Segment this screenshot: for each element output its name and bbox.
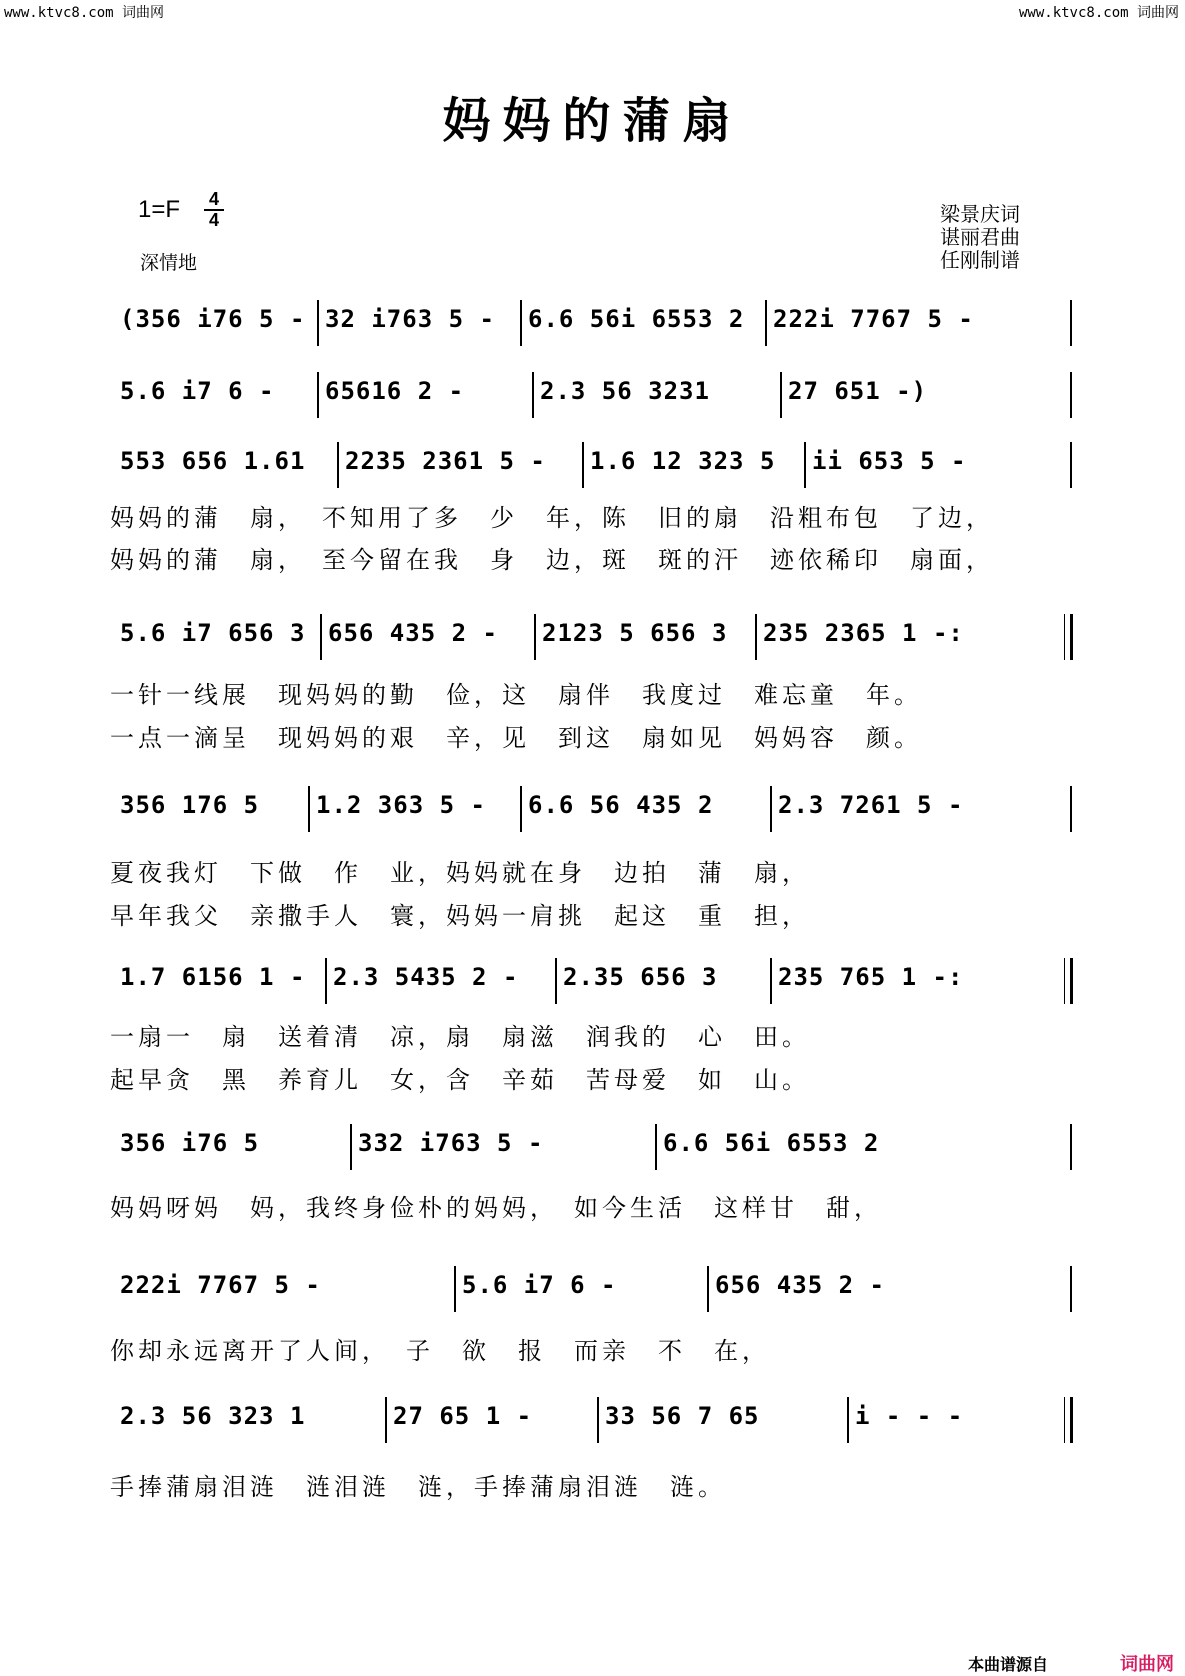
measure-notes: 2.3 5435 2 - bbox=[333, 963, 519, 991]
lyric-line: 一扇一 扇 送着清 凉，扇 扇滋 润我的 心 田。 bbox=[110, 1023, 810, 1051]
final-barline bbox=[1070, 1397, 1073, 1443]
measure bbox=[350, 1124, 655, 1170]
measure-notes: 1.7 6156 1 - bbox=[120, 963, 306, 991]
measure-notes: 656 435 2 - bbox=[715, 1271, 885, 1299]
measure bbox=[385, 1397, 597, 1443]
measure-notes: 27 651 -) bbox=[788, 377, 928, 405]
measure-notes: 6.6 56i 6553 2 bbox=[663, 1129, 880, 1157]
lyric-line: 夏夜我灯 下做 作 业，妈妈就在身 边拍 蒲 扇， bbox=[110, 859, 810, 887]
measure-notes: 5.6 i7 656 3 bbox=[120, 619, 306, 647]
lyric-line: 一针一线展 现妈妈的勤 俭，这 扇伴 我度过 难忘童 年。 bbox=[110, 681, 922, 709]
barline bbox=[582, 442, 584, 488]
measure bbox=[112, 300, 317, 346]
measure bbox=[770, 786, 1070, 832]
measure-notes: i - - - bbox=[855, 1402, 964, 1430]
measure bbox=[755, 614, 1070, 660]
measure bbox=[532, 372, 780, 418]
measure-notes: 332 i763 5 - bbox=[358, 1129, 544, 1157]
repeat-barline bbox=[1070, 614, 1073, 660]
barline bbox=[1064, 614, 1065, 660]
measure bbox=[112, 1266, 454, 1312]
measure-notes: (356 i76 5 - bbox=[120, 305, 306, 333]
barline bbox=[520, 786, 522, 832]
measure-notes: 6.6 56 435 2 bbox=[528, 791, 714, 819]
measure-notes: 32 i763 5 - bbox=[325, 305, 495, 333]
measure-notes: 2.3 56 323 1 bbox=[120, 1402, 306, 1430]
barline bbox=[337, 442, 339, 488]
measure bbox=[112, 958, 325, 1004]
barline bbox=[655, 1124, 657, 1170]
barline bbox=[780, 372, 782, 418]
measure bbox=[308, 786, 520, 832]
measure bbox=[770, 958, 1070, 1004]
barline bbox=[847, 1397, 849, 1443]
barline bbox=[385, 1397, 387, 1443]
measure-notes: 235 2365 1 -: bbox=[763, 619, 964, 647]
measure bbox=[520, 300, 765, 346]
notation-system bbox=[112, 1266, 1072, 1312]
watermark-right: www.ktvc8.com 词曲网 bbox=[1018, 5, 1179, 21]
barline bbox=[308, 786, 310, 832]
lyric-line: 妈妈的蒲 扇， 不知用了多 少 年，陈 旧的扇 沿粗布包 了边， bbox=[110, 504, 994, 532]
meter-bottom: 4 bbox=[204, 209, 224, 230]
source-note: 本曲谱源自 bbox=[968, 1655, 1049, 1674]
measure bbox=[112, 614, 320, 660]
barline bbox=[520, 300, 522, 346]
measure bbox=[325, 958, 555, 1004]
page-title: 妈妈的蒲扇 bbox=[442, 93, 743, 149]
site-logo: 词曲网 bbox=[1120, 1654, 1174, 1675]
notation-system bbox=[112, 442, 1072, 488]
measure bbox=[780, 372, 1070, 418]
barline bbox=[770, 786, 772, 832]
measure bbox=[320, 614, 534, 660]
barline bbox=[317, 300, 319, 346]
repeat-barline bbox=[1070, 958, 1073, 1004]
barline bbox=[532, 372, 534, 418]
measure bbox=[112, 1124, 350, 1170]
measure-notes: 1.6 12 323 5 bbox=[590, 447, 776, 475]
key-signature: 1=F bbox=[138, 196, 181, 223]
measure bbox=[112, 1397, 385, 1443]
credit-composer: 谌丽君曲 bbox=[940, 225, 1020, 249]
measure-notes: 222i 7767 5 - bbox=[120, 1271, 321, 1299]
measure-notes: 2123 5 656 3 bbox=[542, 619, 728, 647]
measure bbox=[582, 442, 804, 488]
measure-notes: 6.6 56i 6553 2 bbox=[528, 305, 745, 333]
barline bbox=[317, 372, 319, 418]
barline bbox=[597, 1397, 599, 1443]
measure bbox=[847, 1397, 1070, 1443]
measure bbox=[112, 786, 308, 832]
measure bbox=[707, 1266, 1070, 1312]
measure bbox=[804, 442, 1070, 488]
barline bbox=[555, 958, 557, 1004]
measure bbox=[555, 958, 770, 1004]
notation-system bbox=[112, 958, 1072, 1004]
lyric-line: 你却永远离开了人间， 子 欲 报 而亲 不 在， bbox=[110, 1337, 770, 1365]
barline bbox=[804, 442, 806, 488]
measure bbox=[337, 442, 582, 488]
watermark-left: www.ktvc8.com 词曲网 bbox=[4, 5, 165, 21]
notation-system bbox=[112, 614, 1072, 660]
barline bbox=[1070, 372, 1072, 418]
measure bbox=[655, 1124, 1070, 1170]
barline bbox=[534, 614, 536, 660]
measure-notes: 222i 7767 5 - bbox=[773, 305, 974, 333]
measure bbox=[112, 372, 317, 418]
measure-notes: 356 i76 5 bbox=[120, 1129, 260, 1157]
measure bbox=[765, 300, 1070, 346]
barline bbox=[1070, 1124, 1072, 1170]
measure-notes: 553 656 1.61 bbox=[120, 447, 306, 475]
barline bbox=[325, 958, 327, 1004]
measure bbox=[317, 300, 520, 346]
measure-notes: 2.3 56 3231 bbox=[540, 377, 710, 405]
tempo-marking: 深情地 bbox=[140, 252, 198, 274]
notation-system bbox=[112, 786, 1072, 832]
measure-notes: 656 435 2 - bbox=[328, 619, 498, 647]
measure-notes: 5.6 i7 6 - bbox=[462, 1271, 617, 1299]
measure-notes: 27 65 1 - bbox=[393, 1402, 533, 1430]
barline bbox=[1070, 1266, 1072, 1312]
notation-system bbox=[112, 1397, 1072, 1443]
measure bbox=[534, 614, 755, 660]
barline bbox=[770, 958, 772, 1004]
measure-notes: 1.2 363 5 - bbox=[316, 791, 486, 819]
lyric-line: 早年我父 亲撒手人 寰，妈妈一肩挑 起这 重 担， bbox=[110, 902, 810, 930]
measure-notes: 356 176 5 bbox=[120, 791, 260, 819]
measure bbox=[597, 1397, 847, 1443]
measure bbox=[454, 1266, 707, 1312]
measure-notes: 2.3 7261 5 - bbox=[778, 791, 964, 819]
barline bbox=[1064, 1397, 1065, 1443]
measure-notes: 65616 2 - bbox=[325, 377, 465, 405]
barline bbox=[707, 1266, 709, 1312]
measure bbox=[520, 786, 770, 832]
barline bbox=[1070, 442, 1072, 488]
lyric-line: 妈妈呀妈 妈，我终身俭朴的妈妈， 如今生活 这样甘 甜， bbox=[110, 1194, 882, 1222]
credit-arranger: 任刚制谱 bbox=[940, 248, 1020, 272]
credit-lyricist: 梁景庆词 bbox=[940, 202, 1020, 226]
barline bbox=[1070, 786, 1072, 832]
notation-system bbox=[112, 300, 1072, 346]
barline bbox=[765, 300, 767, 346]
lyric-line: 起早贪 黑 养育儿 女，含 辛茹 苦母爱 如 山。 bbox=[110, 1066, 810, 1094]
notation-system bbox=[112, 1124, 1072, 1170]
barline bbox=[1064, 958, 1065, 1004]
lyric-line: 妈妈的蒲 扇， 至今留在我 身 边，斑 斑的汗 迹依稀印 扇面， bbox=[110, 546, 994, 574]
barline bbox=[755, 614, 757, 660]
measure-notes: 2.35 656 3 bbox=[563, 963, 718, 991]
lyric-line: 手捧蒲扇泪涟 涟泪涟 涟，手捧蒲扇泪涟 涟。 bbox=[110, 1473, 726, 1501]
measure bbox=[112, 442, 337, 488]
barline bbox=[454, 1266, 456, 1312]
lyric-line: 一点一滴呈 现妈妈的艰 辛，见 到这 扇如见 妈妈容 颜。 bbox=[110, 724, 922, 752]
meter-top: 4 bbox=[208, 189, 219, 209]
barline bbox=[1070, 300, 1072, 346]
measure-notes: 5.6 i7 6 - bbox=[120, 377, 275, 405]
measure bbox=[317, 372, 532, 418]
measure-notes: 2235 2361 5 - bbox=[345, 447, 546, 475]
measure-notes: 33 56 7 65 bbox=[605, 1402, 760, 1430]
barline bbox=[350, 1124, 352, 1170]
measure-notes: ii 653 5 - bbox=[812, 447, 967, 475]
notation-system bbox=[112, 372, 1072, 418]
barline bbox=[320, 614, 322, 660]
measure-notes: 235 765 1 -: bbox=[778, 963, 964, 991]
